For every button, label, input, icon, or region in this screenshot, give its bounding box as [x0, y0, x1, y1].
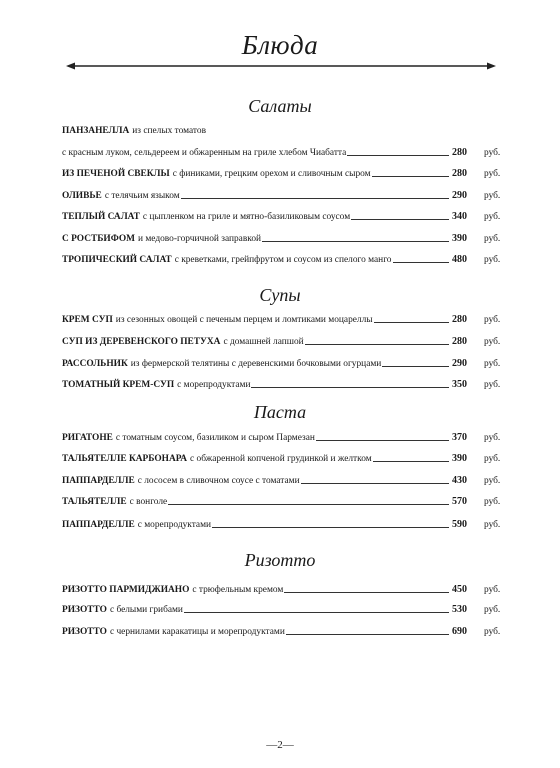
- menu-item: [62, 207, 500, 223]
- item-name: ОЛИВЬЕ: [62, 191, 102, 201]
- item-price: 390: [452, 233, 467, 244]
- leader-line: [301, 483, 449, 484]
- leader-line: [286, 634, 449, 635]
- item-currency: руб.: [484, 212, 501, 222]
- leader-line: [316, 440, 449, 441]
- menu-item: [62, 186, 500, 202]
- menu-item: [62, 354, 500, 370]
- item-currency: руб.: [484, 169, 501, 179]
- menu-item: [62, 471, 500, 487]
- item-price: 390: [452, 453, 467, 464]
- item-currency: руб.: [484, 454, 501, 464]
- leader-line: [305, 344, 449, 345]
- item-name: ТЕПЛЫЙ САЛАТ: [62, 212, 140, 222]
- menu-item: [62, 492, 500, 508]
- item-price: 350: [452, 379, 467, 390]
- item-description: с креветками, грейпфрутом и соусом из спелого манго: [174, 255, 392, 265]
- leader-line: [373, 461, 449, 462]
- item-currency: руб.: [484, 234, 501, 244]
- item-price: 370: [452, 432, 467, 443]
- section-title-risotto: Ризотто: [244, 550, 316, 570]
- item-description: из сезонных овощей с печеным перцем и ломтиками моцареллы: [115, 315, 373, 325]
- item-price: 290: [452, 190, 467, 201]
- page-number: —2—: [266, 739, 294, 751]
- item-name: РИЗОТТО ПАРМИДЖИАНО: [62, 585, 190, 595]
- leader-line: [262, 241, 449, 242]
- leader-line: [284, 592, 449, 593]
- item-description: с красным луком, сельдереем и обжаренным на гриле хлебом Чиабатта: [62, 148, 347, 158]
- item-price: 340: [452, 211, 467, 222]
- leader-line: [181, 198, 449, 199]
- item-name: ТАЛЬЯТЕЛЛЕ: [62, 497, 127, 507]
- item-name: ТРОПИЧЕСКИЙ САЛАТ: [62, 255, 172, 265]
- item-description: с цыпленком на гриле и мятно-базиликовым соусом: [142, 212, 351, 222]
- menu-item: [62, 332, 500, 348]
- item-name: ИЗ ПЕЧЕНОЙ СВЕКЛЫ: [62, 169, 170, 179]
- item-name: РАССОЛЬНИК: [62, 359, 128, 369]
- item-description: с морепродуктами: [137, 520, 212, 530]
- item-price: 570: [452, 496, 467, 507]
- leader-line: [212, 527, 449, 528]
- leader-line: [382, 366, 449, 367]
- leader-line: [347, 155, 449, 156]
- item-currency: руб.: [484, 520, 501, 530]
- item-description: с лососем в сливочном соусе с томатами: [137, 476, 300, 486]
- item-description: с финиками, грецким орехом и сливочным сыром: [172, 169, 371, 179]
- item-description: из спелых томатов: [132, 126, 207, 136]
- item-currency: руб.: [484, 148, 501, 158]
- leader-line: [351, 219, 449, 220]
- leader-line: [251, 387, 449, 388]
- menu-item: [62, 310, 500, 326]
- menu-item: [62, 121, 500, 137]
- item-name: ТАЛЬЯТЕЛЛЕ КАРБОНАРА: [62, 454, 188, 464]
- item-price: 280: [452, 147, 467, 158]
- item-name: РИГАТОНЕ: [62, 433, 113, 443]
- section-title-pasta: Паста: [253, 402, 307, 422]
- page-title: Блюда: [241, 30, 319, 60]
- item-name: СУП ИЗ ДЕРЕВЕНСКОГО ПЕТУХА: [62, 337, 221, 347]
- item-currency: руб.: [484, 433, 501, 443]
- menu-item: [62, 428, 500, 444]
- item-description: из фермерской телятины с деревенскими бочковыми огурцами: [130, 359, 382, 369]
- leader-line: [184, 612, 449, 613]
- menu-item: [62, 143, 500, 159]
- item-currency: руб.: [484, 585, 501, 595]
- item-currency: руб.: [484, 497, 501, 507]
- item-currency: руб.: [484, 605, 501, 615]
- item-name: КРЕМ СУП: [62, 315, 113, 325]
- title-divider: [66, 60, 496, 72]
- item-description: с вонголе: [129, 497, 168, 507]
- item-name: РИЗОТТО: [62, 627, 107, 637]
- item-price: 450: [452, 584, 467, 595]
- item-name: ПАНЗАНЕЛЛА: [62, 126, 130, 136]
- item-currency: руб.: [484, 476, 501, 486]
- menu-item: [62, 375, 500, 391]
- item-currency: руб.: [484, 337, 501, 347]
- menu-item: [62, 250, 500, 266]
- item-description: с домашней лапшой: [223, 337, 304, 347]
- item-currency: руб.: [484, 315, 501, 325]
- menu-item: [62, 449, 500, 465]
- leader-line: [393, 262, 450, 263]
- menu-item: [62, 164, 500, 180]
- item-price: 280: [452, 336, 467, 347]
- item-description: и медово-горчичной заправкой: [138, 234, 262, 244]
- item-name: ТОМАТНЫЙ КРЕМ-СУП: [62, 380, 175, 390]
- item-price: 690: [452, 626, 467, 637]
- item-description: с морепродуктами: [177, 380, 251, 390]
- leader-line: [374, 322, 449, 323]
- item-description: с трюфельным кремом: [192, 585, 284, 595]
- item-price: 590: [452, 519, 467, 530]
- item-price: 530: [452, 604, 467, 615]
- leader-line: [168, 504, 449, 505]
- item-name: ПАППАРДЕЛЛЕ: [62, 476, 135, 486]
- menu-item: [62, 600, 500, 616]
- item-price: 480: [452, 254, 467, 265]
- menu-item: [62, 229, 500, 245]
- item-currency: руб.: [484, 627, 501, 637]
- section-title-soups: Супы: [259, 285, 301, 305]
- item-description: с томатным соусом, базиликом и сыром Пармезан: [115, 433, 315, 443]
- item-price: 290: [452, 358, 467, 369]
- menu-item: [62, 622, 500, 638]
- item-currency: руб.: [484, 191, 501, 201]
- item-price: 430: [452, 475, 467, 486]
- item-description: с телячьим языком: [104, 191, 180, 201]
- item-name: С РОСТБИФОМ: [62, 234, 136, 244]
- leader-line: [372, 176, 449, 177]
- item-price: 280: [452, 314, 467, 325]
- section-title-salads: Салаты: [248, 96, 312, 116]
- item-currency: руб.: [484, 380, 501, 390]
- item-price: 280: [452, 168, 467, 179]
- item-description: с обжаренной копченой грудинкой и желтком: [190, 454, 372, 464]
- item-name: ПАППАРДЕЛЛЕ: [62, 520, 135, 530]
- menu-item: [62, 515, 500, 531]
- item-currency: руб.: [484, 255, 501, 265]
- menu-item: [62, 580, 500, 596]
- item-currency: руб.: [484, 359, 501, 369]
- item-description: с белыми грибами: [109, 605, 183, 615]
- item-name: РИЗОТТО: [62, 605, 107, 615]
- item-description: с чернилами каракатицы и морепродуктами: [109, 627, 285, 637]
